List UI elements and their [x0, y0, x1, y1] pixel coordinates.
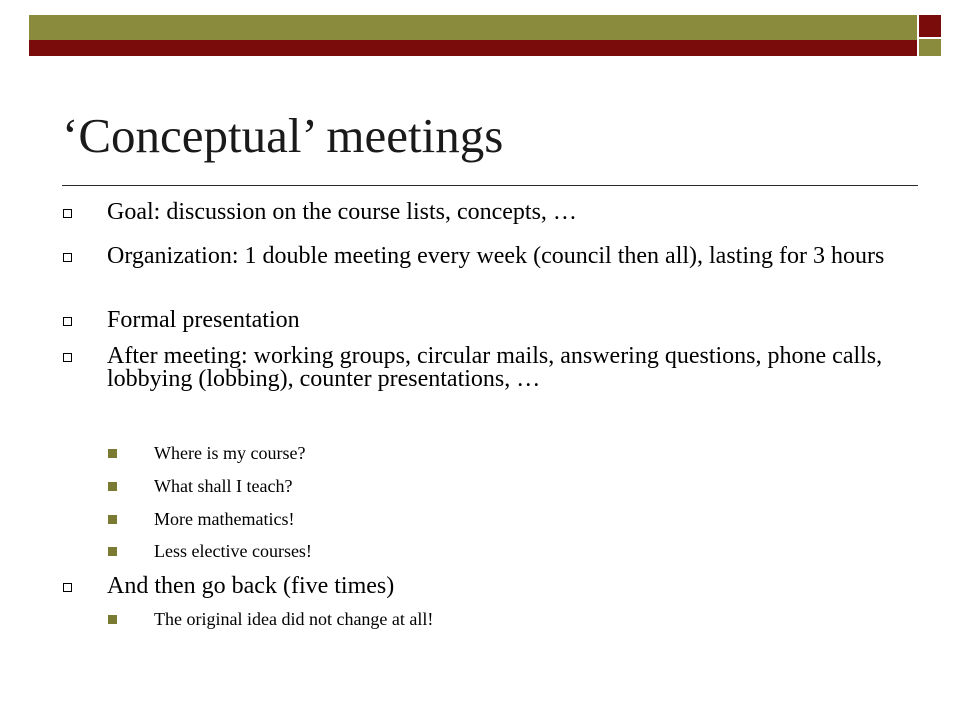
bullet-go-back	[107, 575, 927, 598]
bullet-text: Goal: discussion on the course lists, concepts, …	[107, 199, 577, 225]
filled-square-bullet-icon	[108, 482, 117, 491]
sub-bullet	[154, 608, 914, 630]
bullet-after-meeting	[107, 345, 927, 391]
sub-bullet-text: What shall I teach?	[154, 476, 293, 496]
square-bullet-icon	[63, 317, 72, 326]
bullet-text: After meeting: working groups, circular mails, answering questions, phone calls, lobbying (lobbing), counter presentations, …	[107, 343, 883, 392]
title-divider	[62, 185, 918, 186]
filled-square-bullet-icon	[108, 515, 117, 524]
square-bullet-icon	[63, 353, 72, 362]
slide-title: ‘Conceptual’ meetings	[62, 108, 504, 163]
sub-bullet	[154, 540, 914, 562]
bullet-organization	[107, 245, 927, 268]
bullet-text: Formal presentation	[107, 307, 300, 333]
bullet-text: Organization: 1 double meeting every week (council then all), lasting for 3 hours	[107, 243, 885, 269]
square-bullet-icon	[63, 583, 72, 592]
filled-square-bullet-icon	[108, 547, 117, 556]
sub-bullet-text: The original idea did not change at all!	[154, 609, 434, 629]
header-bar-olive	[29, 15, 917, 40]
bullet-text: And then go back (five times)	[107, 573, 395, 599]
bullet-goal	[107, 201, 927, 224]
sub-bullet	[154, 442, 914, 464]
header-bar-maroon	[29, 40, 917, 56]
sub-bullet-text: More mathematics!	[154, 509, 295, 529]
filled-square-bullet-icon	[108, 449, 117, 458]
header-square-olive	[919, 39, 941, 56]
header-square-maroon	[919, 15, 941, 37]
filled-square-bullet-icon	[108, 615, 117, 624]
sub-bullet-text: Less elective courses!	[154, 541, 312, 561]
sub-bullet	[154, 508, 914, 530]
square-bullet-icon	[63, 209, 72, 218]
bullet-formal-presentation	[107, 309, 927, 332]
sub-bullet-text: Where is my course?	[154, 443, 306, 463]
square-bullet-icon	[63, 253, 72, 262]
sub-bullet	[154, 475, 914, 497]
